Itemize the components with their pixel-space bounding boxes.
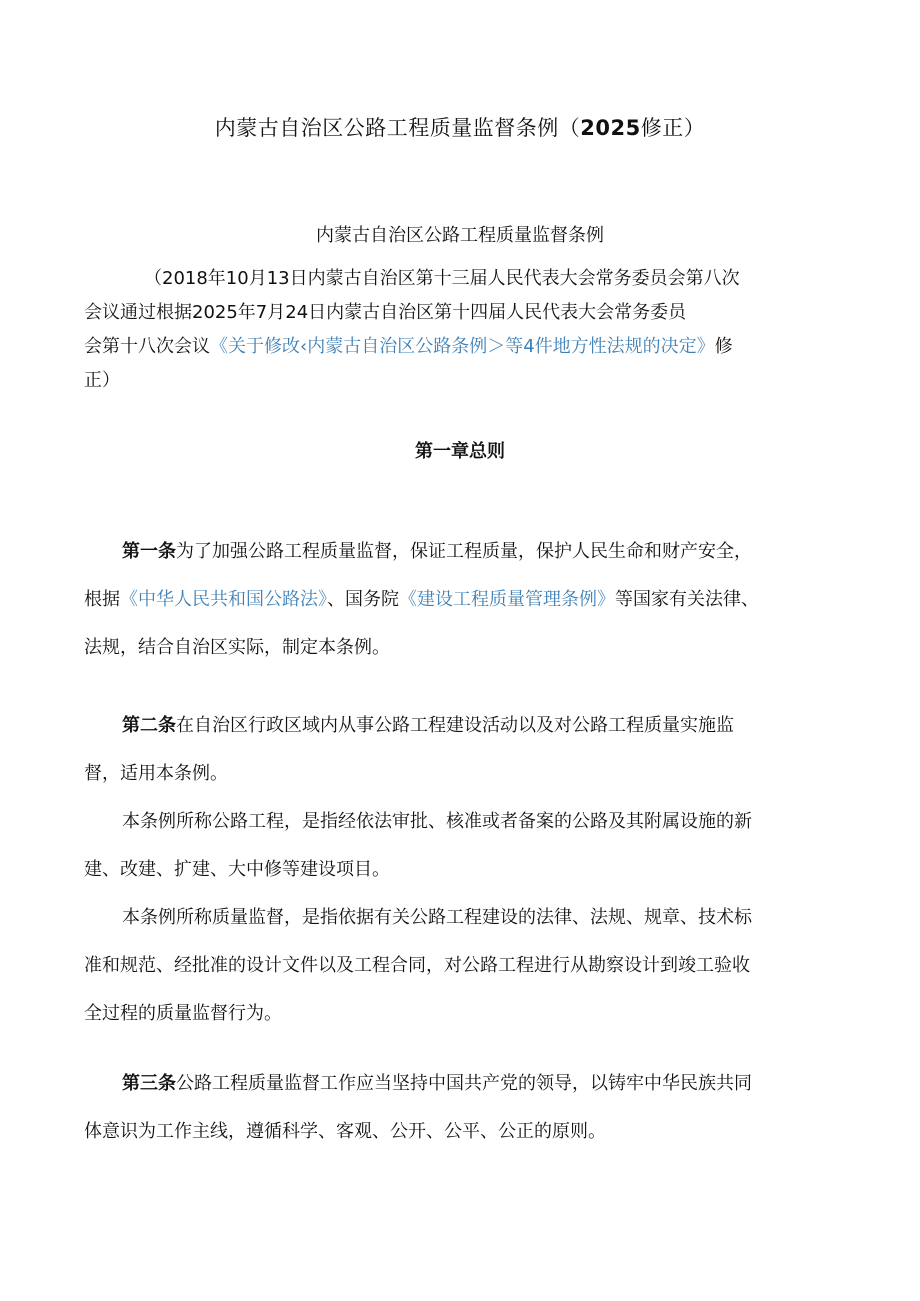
article-1 [84, 528, 824, 672]
construction-quality-regulation-link[interactable]: 《建设工程质量管理条例》 [399, 589, 615, 610]
article-line: 本条例所称质量监督，是指依据有关公路工程建设的法律、法规、规章、技术标 [122, 907, 752, 928]
article-text: 公路工程质量监督工作应当坚持中国共产党的领导，以铸牢中华民族共同 [176, 1073, 752, 1094]
article-line: 督，适用本条例。 [84, 763, 228, 784]
article-line: 本条例所称公路工程，是指经依法审批、核准或者备案的公路及其附属设施的新 [122, 811, 752, 832]
history-line: 会议通过根据2025年7月24日内蒙古自治区第十四届人民代表大会常务委员 [84, 302, 687, 323]
article-number: 第二条 [122, 715, 176, 736]
article-text: 根据 [84, 589, 120, 610]
article-number: 第一条 [122, 541, 176, 562]
history-line: （2018年10月13日内蒙古自治区第十三届人民代表大会常务委员会第八次 [144, 268, 740, 289]
article-line [84, 1060, 824, 1108]
history-line: 正） [84, 370, 120, 391]
chapter-title: 第一章总则 [415, 441, 505, 462]
article-text: 在自治区行政区域内从事公路工程建设活动以及对公路工程质量实施监 [176, 715, 734, 736]
article-3 [84, 1060, 824, 1156]
article-line [84, 528, 824, 576]
article-text: 为了加强公路工程质量监督，保证工程质量，保护人民生命和财产安全， [176, 541, 752, 562]
document-title [0, 112, 920, 144]
title-year: 2025 [580, 116, 641, 140]
article-text: 、国务院 [327, 589, 399, 610]
article-line: 准和规范、经批准的设计文件以及工程合同，对公路工程进行从勘察设计到竣工验收 [84, 955, 750, 976]
law-name: 内蒙古自治区公路工程质量监督条例 [316, 225, 604, 246]
history-text: 修 [714, 336, 733, 357]
history-line [84, 330, 824, 364]
title-main: 内蒙古自治区公路工程质量监督条例（ [214, 116, 581, 140]
article-line [84, 702, 824, 750]
article-line [84, 576, 824, 624]
highway-law-link[interactable]: 《中华人民共和国公路法》 [120, 589, 327, 610]
article-line: 法规，结合自治区实际，制定本条例。 [84, 637, 390, 658]
article-2 [84, 702, 824, 1038]
article-line: 全过程的质量监督行为。 [84, 1003, 282, 1024]
history-text: 会第十八次会议 [84, 336, 210, 357]
article-text: 等国家有关法律、 [615, 589, 759, 610]
legislative-history [84, 262, 824, 398]
article-line: 建、改建、扩建、大中修等建设项目。 [84, 859, 390, 880]
article-number: 第三条 [122, 1073, 176, 1094]
title-end: 修正） [640, 116, 706, 140]
article-line: 体意识为工作主线，遵循科学、客观、公开、公平、公正的原则。 [84, 1121, 606, 1142]
amendment-decision-link[interactable]: 《关于修改‹内蒙古自治区公路条例＞等4件地方性法规的决定》 [210, 336, 715, 357]
